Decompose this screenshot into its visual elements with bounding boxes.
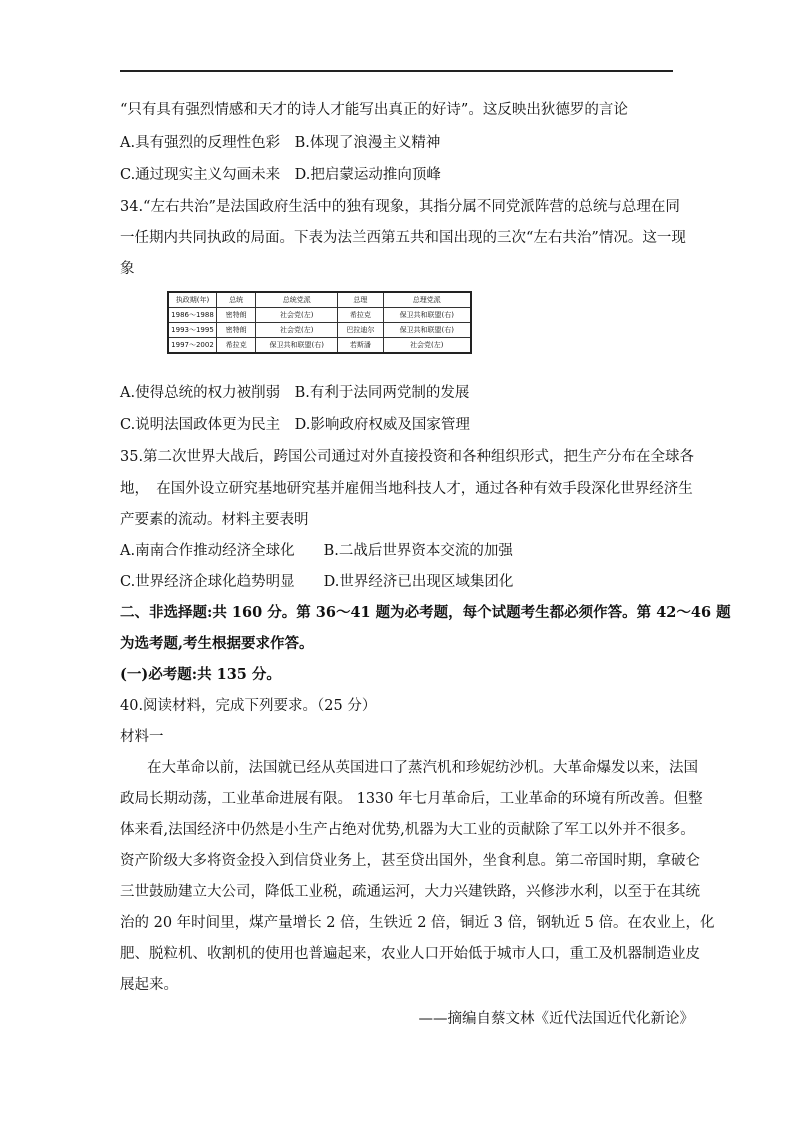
option-line: A.使得总统的权力被削弱 B.有利于法同两党制的发展 [120,385,470,401]
table-cell: 希拉克 [338,308,383,323]
paragraph-line: 在大革命以前，法国就已经从英国进口了蒸汽机和珍妮纺沙机。大革命爆发以来，法国 [147,760,698,776]
option-line: C.世界经济企球化趋势明显 D.世界经济已出现区域集团化 [120,574,514,590]
table-cell: 巴拉迪尔 [338,323,383,338]
paragraph-line: 展起来。 [120,977,178,993]
text-line: 产要素的流动。材料主要表明 [120,512,309,528]
option-line: C.说明法国政体更为民主 D.影响政府权威及国家管理 [120,417,470,433]
table-header: 总统 [216,292,255,308]
option-line: A.南南合作推动经济全球化 B.二战后世界资本交流的加强 [120,543,513,559]
table-cell: 社会党(左) [256,323,338,338]
table-cell: 若斯潘 [338,338,383,354]
option-line: A.具有强烈的反理性色彩 B.体现了浪漫主义精神 [120,135,441,151]
text-line: 象 [120,261,135,277]
question-35: 35.第二次世界大战后，跨国公司通过对外直接投资和各种组织形式，把生产分布在全球各 [120,449,695,465]
cohabitation-table [167,291,472,354]
table-cell: 社会党(左) [256,308,338,323]
question-34: 34.“左右共治”是法国政府生活中的独有现象，其指分属不同党派阵营的总统与总理在同 [120,199,680,215]
table-header: 总统党派 [256,292,338,308]
table-cell: 密特朗 [216,323,255,338]
header-rule [120,70,673,72]
table-header: 总理党派 [383,292,471,308]
table-cell: 社会党(左) [383,338,471,354]
paragraph-line: 资产阶级大多将资金投入到信贷业务上，甚至贷出国外，坐食利息。第二帝国时期，拿破仑 [120,853,700,869]
subsection-heading: (一)必考题:共 135 分。 [120,666,281,683]
option-line: C.通过现实主义勾画未来 D.把启蒙运动推向顶峰 [120,167,441,183]
paragraph-line: 三世鼓励建立大公司，降低工业税，疏通运河，大力兴建铁路，兴修涉水利，以至于在其统 [120,884,700,900]
table-cell: 1993～1995 [168,323,216,338]
section-heading: 为选考题,考生根据要求作答。 [120,635,314,652]
paragraph-line: 政局长期动荡，工业革命进展有限。 1330 年七月革命后，工业革命的环境有所改善。但整 [120,791,703,807]
table-cell: 1997～2002 [168,338,216,354]
table-cell: 保卫共和联盟(右) [256,338,338,354]
question-40: 40.阅读材料，完成下列要求。（25 分） [120,698,377,714]
paragraph-line: 治的 20 年时间里，煤产量增长 2 倍，生铁近 2 倍，铜近 3 倍，钢轨近 5 倍。在农业上，化 [120,915,715,931]
material-label: 材料一 [120,729,164,745]
paragraph-line: 体来看,法国经济中仍然是小生产占绝对优势,机器为大工业的贡献除了军工以外并不很多。 [120,822,695,838]
table-cell: 保卫共和联盟(右) [383,308,471,323]
text-line: 地， 在国外设立研究基地研究基并雇佣当地科技人才，通过各种有效手段深化世界经济生 [120,481,693,497]
table-cell: 希拉克 [216,338,255,354]
table-row [168,338,471,354]
table-row [168,308,471,323]
text-line: 一任期内共同执政的局面。下表为法兰西第五共和国出现的三次“左右共治”情况。这一现 [120,230,686,246]
table-header-row [168,292,471,308]
section-heading: 二、非选择题:共 160 分。第 36～41 题为必考题，每个试题考生都必须作答。第 42～46 题 [120,604,731,621]
table-cell: 保卫共和联盟(右) [383,323,471,338]
text-line: “只有具有强烈情感和天才的诗人才能写出真正的好诗”。这反映出狄德罗的言论 [120,102,628,118]
table-cell: 密特朗 [216,308,255,323]
table-header: 执政期(年) [168,292,216,308]
table-row [168,323,471,338]
source-citation: ——摘编自蔡文林《近代法国近代化新论》 [418,1011,694,1027]
paragraph-line: 肥、脱粒机、收割机的使用也普遍起来，农业人口开始低于城市人口，重工及机器制造业皮 [120,946,700,962]
table-cell: 1986～1988 [168,308,216,323]
table-header: 总理 [338,292,383,308]
